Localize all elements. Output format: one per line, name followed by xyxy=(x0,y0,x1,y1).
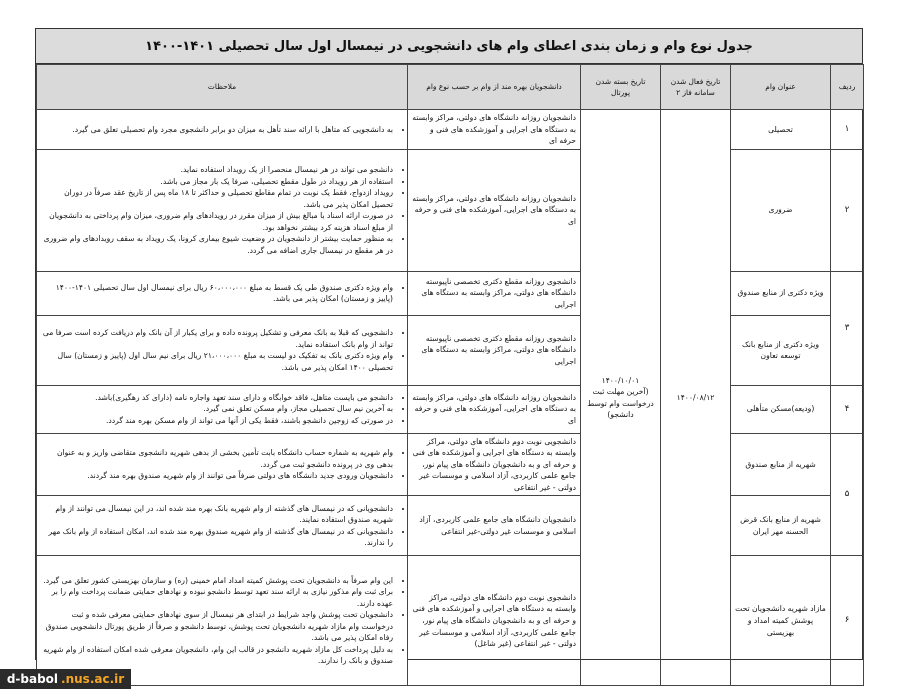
table-row xyxy=(37,149,864,271)
table-row xyxy=(37,556,864,686)
note-item: • رویداد ازدواج، فقط یک نوبت در تمام مقاطع تحصیلی و حداکثر تا ۱۸ ماه پس از تاریخ عقد صرفاً در دوران تحصیل امکان پذیر می باشد. xyxy=(41,187,393,210)
note-item: • در صورت ارائه اسناد با مبالغ بیش از میزان مقرر در رویدادهای وام ضروری، میزان وام پرداختی به دانشجویان از مبلغ اسناد هزینه کرد بیشتر نخواهد بود. xyxy=(41,210,393,233)
note-item: • استفاده از هر رویداد در طول مقطع تحصیلی، صرفا یک بار مجاز می باشد. xyxy=(41,176,393,188)
loan-title: شهریه از منابع بانک قرض الحسنه مهر ایران xyxy=(731,496,831,556)
header-onvan: عنوان وام xyxy=(731,65,831,110)
loan-title: (ودیعه)مسکن متأهلی xyxy=(731,385,831,433)
row-number: ۴ xyxy=(831,385,864,433)
note-item: • این وام صرفاً به دانشجویان تحت پوشش کمیته امداد امام خمینی (ره) و سازمان بهزیستی کشور تعلق می گیرد. xyxy=(41,575,393,587)
note-item: • برای ثبت وام مذکور نیازی به ارائه سند تعهد توسط دانشجو نبوده و نهادهای حمایتی ضمانت پرداخت وام را بر عهده دارند. xyxy=(41,586,393,609)
note-item: • دانشجو می بایست متاهل، فاقد خوابگاه و دارای سند تعهد واجاره نامه (دارای کد رهگیری)باشد. xyxy=(41,392,393,404)
row-number: ۲ xyxy=(831,149,864,271)
notes-cell xyxy=(37,433,408,496)
loan-table xyxy=(36,64,864,686)
header-faal: تاریخ فعال شدن سامانه فاز ۲ xyxy=(661,65,731,110)
note-item: • وام ویژه دکتری بانک به تفکیک دو لیست به مبلغ ۲۱،۰۰۰،۰۰۰ ریال برای نیم سال اول (پاییز و زمستان) سال تحصیلی ۱۴۰۰ امکان پذیر می باشد. xyxy=(41,350,393,373)
eligible-students: دانشجوی نوبت دوم دانشگاه های دولتی، مراکز وابسته به دستگاه های اجرایی و آموزشکده های فنی و حرفه ای و به دانشجویان دانشگاه های پیام نور، جامع علمی کاربردی، آزاد اسلامی و موسسات غیر دولتی - غیر انتفاعی (غیر شاغل) xyxy=(408,556,581,686)
notes-cell xyxy=(37,110,408,150)
eligible-students: دانشجویان روزانه دانشگاه های دولتی، مراکز وابسته به دستگاه های اجرایی و آموزشکده های فنی و حرفه ای xyxy=(408,110,581,150)
note-item: • به آخرین نیم سال تحصیلی مجاز، وام مسکن تعلق نمی گیرد. xyxy=(41,403,393,415)
note-item: • به دلیل پرداخت کل مازاد شهریه دانشجو در قالب این وام، دانشجویان معرفی شده امکان استفاده از وام شهریه صندوق و بانک را ندارند. xyxy=(41,644,393,667)
header-daneshjooyan: دانشجویان بهره مند از وام بر حسب نوع وام xyxy=(408,65,581,110)
notes-cell xyxy=(37,271,408,315)
notes-cell xyxy=(37,149,408,271)
watermark-domain: .nus.ac.ir xyxy=(61,672,125,686)
portal-close-note: (آخرین مهلت ثبت درخواست وام توسط دانشجو) xyxy=(587,387,654,420)
eligible-students: دانشجویی نوبت دوم دانشگاه های دولتی، مراکز وابسته به دستگاه های اجرایی و آموزشکده های فنی و حرفه ای و به دانشجویان دانشگاه های پیام نور، جامع علمی کاربردی، آزاد اسلامی و موسسات غیر دولتی - غیر انتفاعی xyxy=(408,433,581,496)
eligible-students: دانشجویان روزانه دانشگاه های دولتی، مراکز وابسته به دستگاه های اجرایی، آموزشکده های فنی و حرفه ای xyxy=(408,149,581,271)
loan-title: ضروری xyxy=(731,149,831,271)
page-title: جدول نوع وام و زمان بندی اعطای وام های دانشجویی در نیمسال اول سال تحصیلی ۱۴۰۱-۱۴۰۰ xyxy=(36,29,862,64)
header-radif: ردیف xyxy=(831,65,864,110)
eligible-students: دانشجوی روزانه مقطع دکتری تخصصی ناپیوسته دانشگاه های دولتی، مراکز وابسته به دستگاه های اجرایی xyxy=(408,315,581,385)
notes-cell xyxy=(37,315,408,385)
note-item: • به منظور حمایت بیشتر از دانشجویان در وضعیت شیوع بیماری کرونا، یک رویداد به سقف رویدادهای وام ضروری در هر مقطع در نیمسال جاری اضافه می گردد. xyxy=(41,233,393,256)
loan-schedule-frame xyxy=(35,28,863,666)
header-molahezat: ملاحظات xyxy=(37,65,408,110)
table-row xyxy=(37,385,864,433)
note-item: • دانشجویان ورودی جدید دانشگاه های دولتی صرفاً می توانند از وام شهریه صندوق بهره مند گردند. xyxy=(41,470,393,482)
note-item: • دانشجویانی که در نیمسال های گذشته از وام شهریه بانک بهره مند شده اند، در این نیمسال می توانند از وام شهریه صندوق استفاده نمایند. xyxy=(41,503,393,526)
loan-title: ویژه دکتری از منابع صندوق xyxy=(731,271,831,315)
row-number: ۵ xyxy=(831,433,864,556)
note-item: • دانشجویی که قبلا به بانک معرفی و تشکیل پرونده داده و برای یکبار از آن بانک وام دریافت کرده است صرفا می تواند از وام بانک استفاده نماید. xyxy=(41,327,393,350)
table-row xyxy=(37,496,864,556)
header-row xyxy=(37,65,864,110)
table-row xyxy=(37,271,864,315)
note-item: • دانشجویان تحت پوشش واجد شرایط در ابتدای هر نیمسال از سوی نهادهای حمایتی معرفی شده و ثبت درخواست وام مازاد شهریه دانشجویان تحت پوشش، توسط دانشجو و صرفاً از طریق پورتال دانشجویی صندوق رفاه امکان پذیر می باشد. xyxy=(41,609,393,644)
note-item: • وام شهریه به شماره حساب دانشگاه بابت تأمین بخشی از بدهی شهریه دانشجوی متقاضی واریز و به عنوان بدهی وی در پرونده دانشجو ثبت می گردد. xyxy=(41,447,393,470)
row-number: ۱ xyxy=(831,110,864,150)
eligible-students: دانشجویان روزانه دانشگاه های دولتی، مراکز وابسته به دستگاه های اجرایی، آموزشکده های فنی و حرفه ای xyxy=(408,385,581,433)
note-item: • دانشجو می تواند در هر نیمسال منحصرا از یک رویداد استفاده نماید. xyxy=(41,164,393,176)
note-item: • دانشجویانی که در نیمسال های گذشته از وام شهریه صندوق بهره مند شده اند، امکان استفاده از وام بانک مهر را ندارند. xyxy=(41,526,393,549)
table-row xyxy=(37,315,864,385)
row-number: ۳ xyxy=(831,271,864,385)
watermark-brand: d-babol xyxy=(6,672,59,686)
loan-title: تحصیلی xyxy=(731,110,831,150)
note-item: • به دانشجویی که متاهل با ارائه سند تأهل به میزان دو برابر دانشجوی مجرد وام تحصیلی تعلق می گیرد. xyxy=(41,124,393,136)
table-row xyxy=(37,110,864,150)
notes-cell xyxy=(37,496,408,556)
notes-cell xyxy=(37,385,408,433)
activation-date: ۱۴۰۰/۰۸/۱۲ xyxy=(661,110,731,686)
notes-cell xyxy=(37,556,408,686)
eligible-students: دانشجویان دانشگاه های جامع علمی کاربردی، آزاد اسلامی و موسسات غیر دولتی-غیر انتفاعی xyxy=(408,496,581,556)
table-row xyxy=(37,433,864,496)
portal-close-date: ۱۴۰۰/۱۰/۰۱ xyxy=(601,375,640,385)
site-watermark xyxy=(0,669,131,689)
loan-title: شهریه از منابع صندوق xyxy=(731,433,831,496)
portal-close-cell xyxy=(581,110,661,686)
note-item: • وام ویژه دکتری صندوق طی یک قسط به مبلغ ۶۰،۰۰۰،۰۰۰ ریال برای نیمسال اول سال تحصیلی ۱۴۰۱-۱۴۰۰ (پاییز و زمستان) امکان پذیر می باشد. xyxy=(41,282,393,305)
row-number: ۶ xyxy=(831,556,864,686)
loan-title: ویژه دکتری از منابع بانک توسعه تعاون xyxy=(731,315,831,385)
header-baste: تاریخ بسته شدن پورتال xyxy=(581,65,661,110)
note-item: • در صورتی که زوجین دانشجو باشند، فقط یکی از آنها می تواند از وام مسکن بهره مند گردد. xyxy=(41,415,393,427)
loan-title: مازاد شهریه دانشجویان تحت پوشش کمیته امداد و بهزیستی xyxy=(731,556,831,686)
eligible-students: دانشجوی روزانه مقطع دکتری تخصصی ناپیوسته دانشگاه های دولتی، مراکز وابسته به دستگاه های اجرایی xyxy=(408,271,581,315)
